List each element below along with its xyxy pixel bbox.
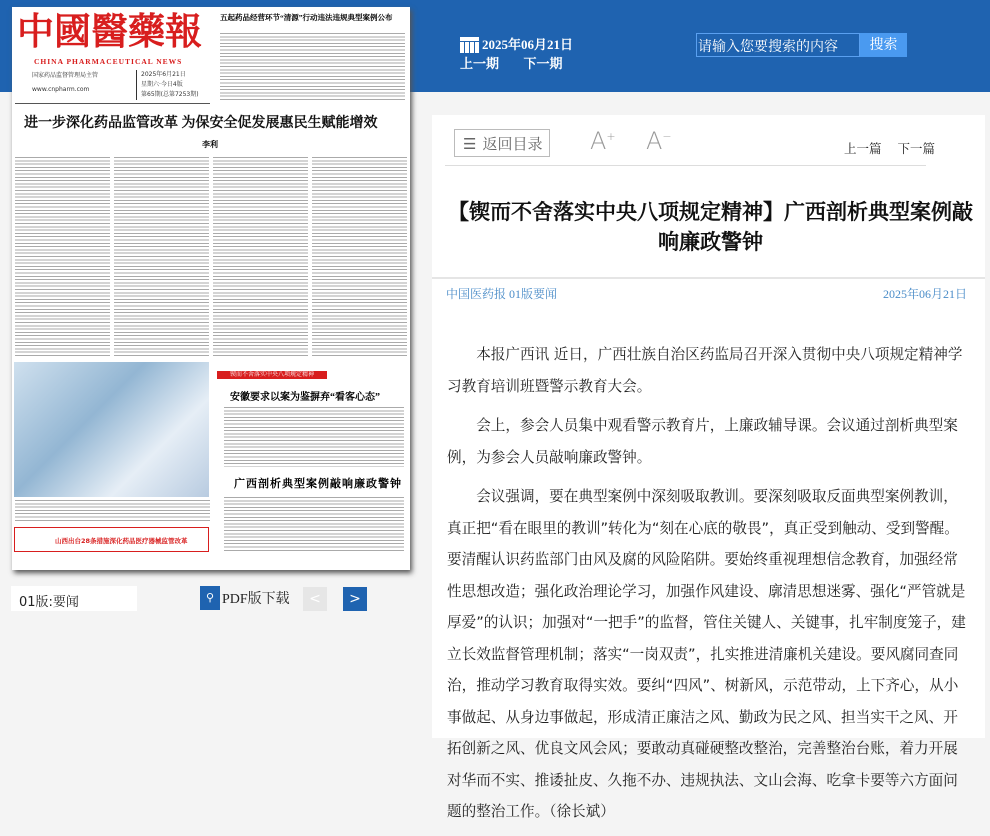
- article-body: [447, 339, 967, 836]
- text-block: [224, 497, 404, 552]
- lead-headline[interactable]: 进一步深化药品监管改革 为保安全促发展惠民生赋能增效: [24, 116, 378, 131]
- newspaper-page-image[interactable]: [12, 7, 410, 570]
- pdf-download-button[interactable]: [200, 586, 290, 610]
- divider: [15, 103, 210, 104]
- text-block: [15, 157, 110, 357]
- back-to-index-button[interactable]: [454, 129, 550, 157]
- article-nav: [832, 139, 935, 157]
- prev-article-link[interactable]: 上一篇: [843, 141, 882, 156]
- text-block: [220, 33, 405, 101]
- pdf-label: PDF版下载: [222, 592, 290, 607]
- issue-date-small: 2025年6月21日: [141, 71, 186, 78]
- page-label[interactable]: 01版:要闻: [11, 586, 137, 611]
- story-headline-anhui[interactable]: 安徽要求以案为鉴摒弃“看客心态”: [230, 392, 380, 403]
- font-decrease-button[interactable]: A−: [646, 127, 672, 155]
- issue-nav: [460, 53, 583, 72]
- paragraph: 会上，参会人员集中观看警示教育片，上廉政辅导课。会议通过剖析典型案例，为参会人员敲响廉政警钟。: [447, 417, 958, 466]
- publisher: 国家药品监督管理局主管: [32, 72, 99, 79]
- font-up-label: A: [590, 127, 607, 155]
- next-page-button[interactable]: >: [343, 587, 367, 611]
- issue-date: [460, 34, 573, 53]
- menu-icon: ☰: [463, 135, 477, 153]
- next-issue-link[interactable]: 下一期: [523, 57, 563, 72]
- lead-author: 李利: [202, 140, 218, 149]
- article-title: 【锲而不舍落实中央八项规定精神】广西剖析典型案例敲响廉政警钟: [448, 200, 973, 254]
- text-block: [114, 157, 209, 357]
- paragraph: 本报广西讯 近日，广西壮族自治区药监局召开深入贯彻中央八项规定精神学习教育培训班暨警示教育大会。: [447, 346, 963, 395]
- website: www.cnpharm.com: [32, 86, 90, 93]
- news-photo[interactable]: [14, 362, 209, 497]
- article-date: 2025年06月21日: [882, 287, 967, 301]
- prev-issue-link[interactable]: 上一期: [460, 57, 500, 72]
- text-block: [213, 157, 308, 357]
- calendar-icon[interactable]: [460, 34, 479, 53]
- story-headline-guangxi[interactable]: 广西剖析典型案例敲响廉政警钟: [234, 478, 402, 490]
- date-text: 2025年06月21日: [482, 37, 574, 52]
- next-article-link[interactable]: 下一篇: [897, 141, 935, 156]
- paragraph: 会议强调，要在典型案例中深刻吸取教训。要深刻吸取反面典型案例教训，真正把“看在眼里的教训”转化为“刻在心底的敬畏”，真正受到触动、受到警醒。要清醒认识药监部门由风及腐的风险陷阱。要始终重视理想信念教育，加强经常性思想改造；强化政治理论学习，加强作风建设、廓清思想迷雾、强化“严管就是厚爱”的认识；加强对“一把手”的监督，管住关键人、关键事，扎牢制度笼子，建立长效监督管理机制；落实“一岗双责”，扎实推进清廉机关建设。要风腐同查同治，推动学习教育取得实效。要纠“四风”、树新风，示范带动，上下齐心，从小事做起、从身边事做起，形成清正廉洁之风、勤政为民之风、担当实干之风、开拓创新之风、优良文风会风；要敢动真碰硬整改整治，完善整治台账，着力开展对华而不实、推诿扯皮、久拖不办、违规执法、文山会海、吃拿卡要等六方面问题的整治工作。（徐长斌）: [447, 488, 966, 820]
- masthead-english: CHINA PHARMACEUTICAL NEWS: [34, 57, 183, 66]
- font-increase-button[interactable]: A+: [590, 127, 616, 155]
- text-block: [224, 407, 404, 467]
- font-down-label: A: [646, 127, 663, 155]
- issue-info: [136, 70, 199, 100]
- title-divider: [432, 277, 985, 279]
- photo-caption: [15, 500, 210, 522]
- search-input[interactable]: 请输入您要搜索的内容: [696, 33, 860, 57]
- text-block: [312, 157, 407, 357]
- article-source: 中国医药报 01版要闻: [446, 287, 558, 301]
- issue-pages: 星期六·今日4版: [141, 81, 183, 88]
- section-tag: 锲而不舍落实中央八项规定精神: [217, 371, 327, 379]
- article-panel: [432, 115, 985, 820]
- prev-page-button[interactable]: <: [303, 587, 327, 611]
- back-label: 返回目录: [482, 135, 543, 153]
- toolbar-divider: [445, 165, 926, 166]
- bottom-story[interactable]: 山西出台28条措施深化药品医疗器械监管改革: [14, 527, 209, 552]
- pdf-icon: ⚲: [200, 586, 220, 610]
- top-headline[interactable]: 五起药品经营环节“清源”行动违法违规典型案例公布: [220, 13, 393, 22]
- issue-number: 第65期(总第7253期): [141, 91, 199, 98]
- masthead-logo: 中國醫藥報: [17, 12, 202, 53]
- publisher-info: [32, 71, 98, 95]
- search-button[interactable]: 搜索: [860, 33, 907, 57]
